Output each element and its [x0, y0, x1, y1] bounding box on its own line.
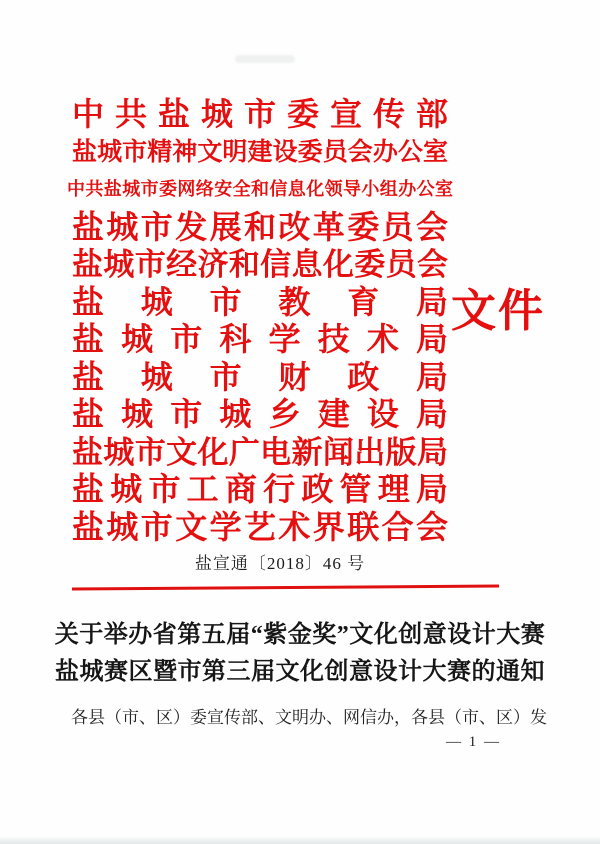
- document-title-line1: 关于举办省第五届“紫金奖”文化创意设计大赛: [54, 622, 546, 648]
- issuer-line: 中共盐城市委宣传部: [72, 96, 448, 132]
- issuer-line: 盐城市城乡建设局: [72, 396, 448, 432]
- page-number: — 1 —: [446, 734, 501, 750]
- issuer-line: 中共盐城市委网络安全和信息化领导小组办公室: [67, 179, 453, 199]
- scan-edge: [0, 836, 600, 844]
- issuer-line: 盐城市工商行政管理局: [72, 471, 448, 507]
- issuer-line: 盐城市教育局: [72, 283, 448, 320]
- issuer-line: 盐城市发展和改革委员会: [72, 208, 448, 245]
- letterhead-issuer-block: [67, 96, 453, 546]
- body-first-line: 各县（市、区）委宣传部、文明办、网信办，各县（市、区）发: [71, 708, 547, 727]
- issuer-line: 盐城市经济和信息化委员会: [72, 247, 448, 282]
- document-title: [0, 617, 600, 691]
- issuer-line: 盐城市文化广电新闻出版局: [72, 434, 448, 470]
- issuer-line: 盐城市精神文明建设委员会办公室: [72, 138, 448, 166]
- issuer-line: 盐城市文学艺术界联合会: [72, 508, 448, 545]
- document-title-line2: 盐城赛区暨市第三届文化创意设计大赛的通知: [55, 659, 545, 685]
- scan-artifact: [235, 55, 295, 63]
- document-number: 盐宣通〔2018〕46 号: [194, 554, 366, 573]
- file-label: 文件: [451, 286, 546, 336]
- issuer-line: 盐城市财政局: [72, 358, 448, 395]
- letterhead-divider-rule: [72, 585, 499, 591]
- issuer-line: 盐城市科学技术局: [72, 321, 448, 357]
